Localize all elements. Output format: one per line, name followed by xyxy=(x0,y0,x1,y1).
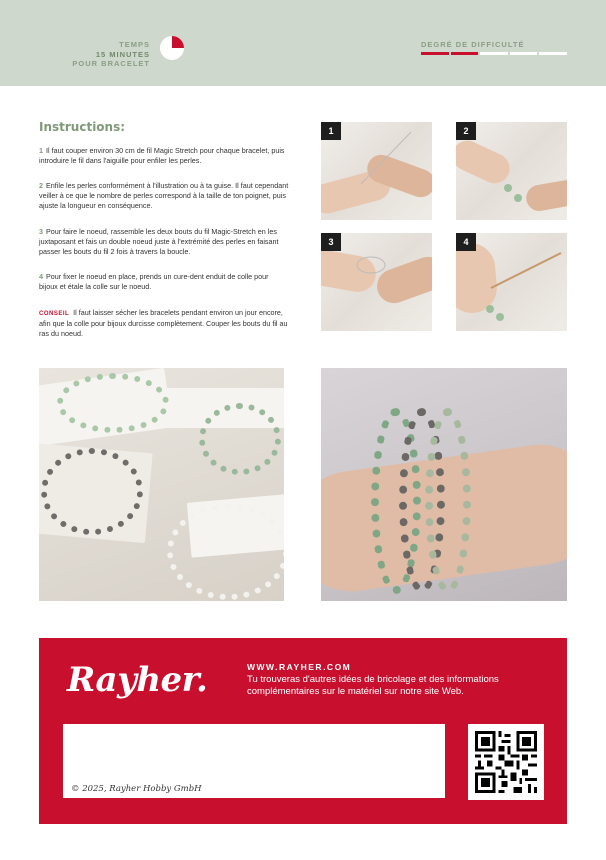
wrist-photo xyxy=(321,368,567,601)
difficulty-bar xyxy=(421,52,567,55)
copyright-text: © 2025, Rayher Hobby GmbH xyxy=(71,784,202,794)
tip-text: Il faut laisser sécher les bracelets pendant environ un jour encore, afin que la colle pour bijoux durcisse complètement. Couper les bouts du fil au ras du noeud. xyxy=(39,308,288,338)
instruction-step-4 xyxy=(39,272,289,292)
difficulty-segment xyxy=(480,52,508,55)
instruction-step-1 xyxy=(39,146,289,166)
step-badge-4: 4 xyxy=(456,233,476,251)
header-band xyxy=(0,0,606,86)
step-text: Enfile les perles conformément à l'illustration ou à ta guise. Il faut cependant veiller à ce que le nombre de perles correspond à la taille de ton poignet, puis ajuste la longueur en conséquence. xyxy=(39,181,289,210)
time-info xyxy=(60,40,150,69)
difficulty-label: DEGRÉ DE DIFFICULTÉ xyxy=(421,40,525,49)
step-text: Pour fixer le noeud en place, prends un cure-dent enduit de colle pour bijoux et étale la colle sur le noeud. xyxy=(39,272,269,291)
difficulty-segment xyxy=(421,52,449,55)
clock-icon xyxy=(160,36,184,60)
time-sub: POUR BRACELET xyxy=(72,59,150,68)
time-value: 15 MINUTES xyxy=(95,49,150,59)
step-number: 4 xyxy=(39,272,43,281)
step-photo-4 xyxy=(456,233,567,331)
difficulty-segment xyxy=(451,52,479,55)
step-number: 2 xyxy=(39,181,43,190)
time-label: TEMPS xyxy=(119,40,150,49)
step-text: Pour faire le noeud, rassemble les deux bouts du fil Magic-Stretch en les juxtaposant et fais un double noeud juste à l'extrémité des perles en faisant passer les bouts du fil 2 fois à travers la boucle. xyxy=(39,227,279,256)
website-link[interactable]: WWW.RAYHER.COM xyxy=(247,662,352,672)
step-number: 3 xyxy=(39,227,43,236)
step-badge-3: 3 xyxy=(321,233,341,251)
rayher-logo: Rayher. xyxy=(67,660,208,700)
qr-code-icon xyxy=(475,731,537,793)
step-photo-1 xyxy=(321,122,432,220)
step-photo-2 xyxy=(456,122,567,220)
bracelets-photo xyxy=(39,368,284,601)
step-text: Il faut couper environ 30 cm de fil Magic Stretch pour chaque bracelet, puis introduire le fil dans l'aiguille pour enfiler les perles. xyxy=(39,146,285,165)
instruction-step-2 xyxy=(39,181,289,211)
step-badge-1: 1 xyxy=(321,122,341,140)
footer-banner xyxy=(39,638,567,824)
tip-label: CONSEIL xyxy=(39,311,70,317)
difficulty-segment xyxy=(510,52,538,55)
website-description: Tu trouveras d'autres idées de bricolage et des informations complémentaires sur le matériel sur notre site Web. xyxy=(247,674,499,697)
instruction-tip xyxy=(39,308,289,339)
instructions-title: Instructions: xyxy=(39,120,126,134)
step-number: 1 xyxy=(39,146,43,155)
step-badge-2: 2 xyxy=(456,122,476,140)
instruction-step-3 xyxy=(39,227,289,257)
difficulty-segment xyxy=(539,52,567,55)
step-photo-3 xyxy=(321,233,432,331)
qr-code-panel xyxy=(468,724,544,800)
